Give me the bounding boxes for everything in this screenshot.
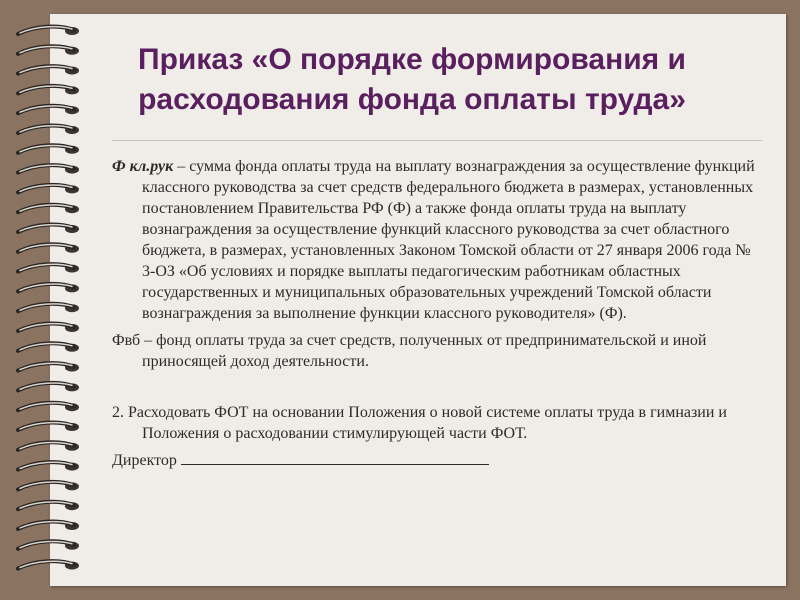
spiral-ring: [18, 383, 79, 391]
slide-body: [112, 156, 762, 471]
spiral-ring: [18, 304, 79, 312]
spiral-ring: [18, 324, 79, 332]
spiral-ring: [18, 244, 79, 252]
spiral-ring: [18, 423, 79, 431]
spiral-ring: [18, 541, 79, 549]
paragraph-fkl: [112, 156, 762, 324]
spiral-ring: [18, 225, 79, 233]
signature-label: Директор: [112, 452, 177, 469]
spiral-ring: [18, 403, 79, 411]
spiral-ring: [18, 145, 79, 153]
spiral-ring: [18, 165, 79, 173]
term-f-kl-ruk: Ф кл.рук: [112, 158, 174, 175]
spiral-ring: [18, 561, 79, 569]
spiral-ring: [18, 264, 79, 272]
spiral-ring: [18, 284, 79, 292]
signature-row: [112, 450, 762, 471]
title-line-1: Приказ «О порядке формирования и: [138, 43, 686, 76]
paragraph-item-2: 2. Расходовать ФОТ на основании Положения о новой системе оплаты труда в гимназии и Положения о расходовании стимулирующей части ФОТ.: [112, 404, 727, 442]
slide-title: [62, 40, 762, 120]
spiral-ring: [18, 363, 79, 371]
spiral-ring: [18, 522, 79, 530]
paragraph-fkl-text: – сумма фонда оплаты труда на выплату вознаграждения за осуществление функций классного руководства за счет средств федерального бюджета в размерах, установленных постановлением Правительства РФ (Ф) а также фонда оплаты труда на выплату вознаграждения за осуществление функций классного руководства за счет областного бюджета, в размерах, установленных Законом Томской области от 27 января 2006 года № 3-ОЗ «Об условиях и порядке выплаты педагогическим работникам областных государственных и муниципальных образовательных учреждений Томской области вознаграждения за выполнение функции классного руководителя» (Ф).: [142, 158, 755, 322]
title-line-2: расходования фонда оплаты труда»: [138, 83, 686, 116]
spiral-ring: [18, 185, 79, 193]
spiral-ring: [18, 205, 79, 213]
spiral-ring: [18, 502, 79, 510]
spiral-ring: [18, 482, 79, 490]
spiral-ring: [18, 27, 79, 35]
paragraph-fvb: Фвб – фонд оплаты труда за счет средств, полученных от предпринимательской и иной приносящей доход деятельности.: [112, 332, 707, 370]
spiral-ring: [18, 343, 79, 351]
spiral-ring: [18, 462, 79, 470]
signature-line: [181, 450, 489, 465]
spiral-ring: [18, 442, 79, 450]
spiral-ring: [18, 126, 79, 134]
title-divider: [112, 140, 762, 141]
